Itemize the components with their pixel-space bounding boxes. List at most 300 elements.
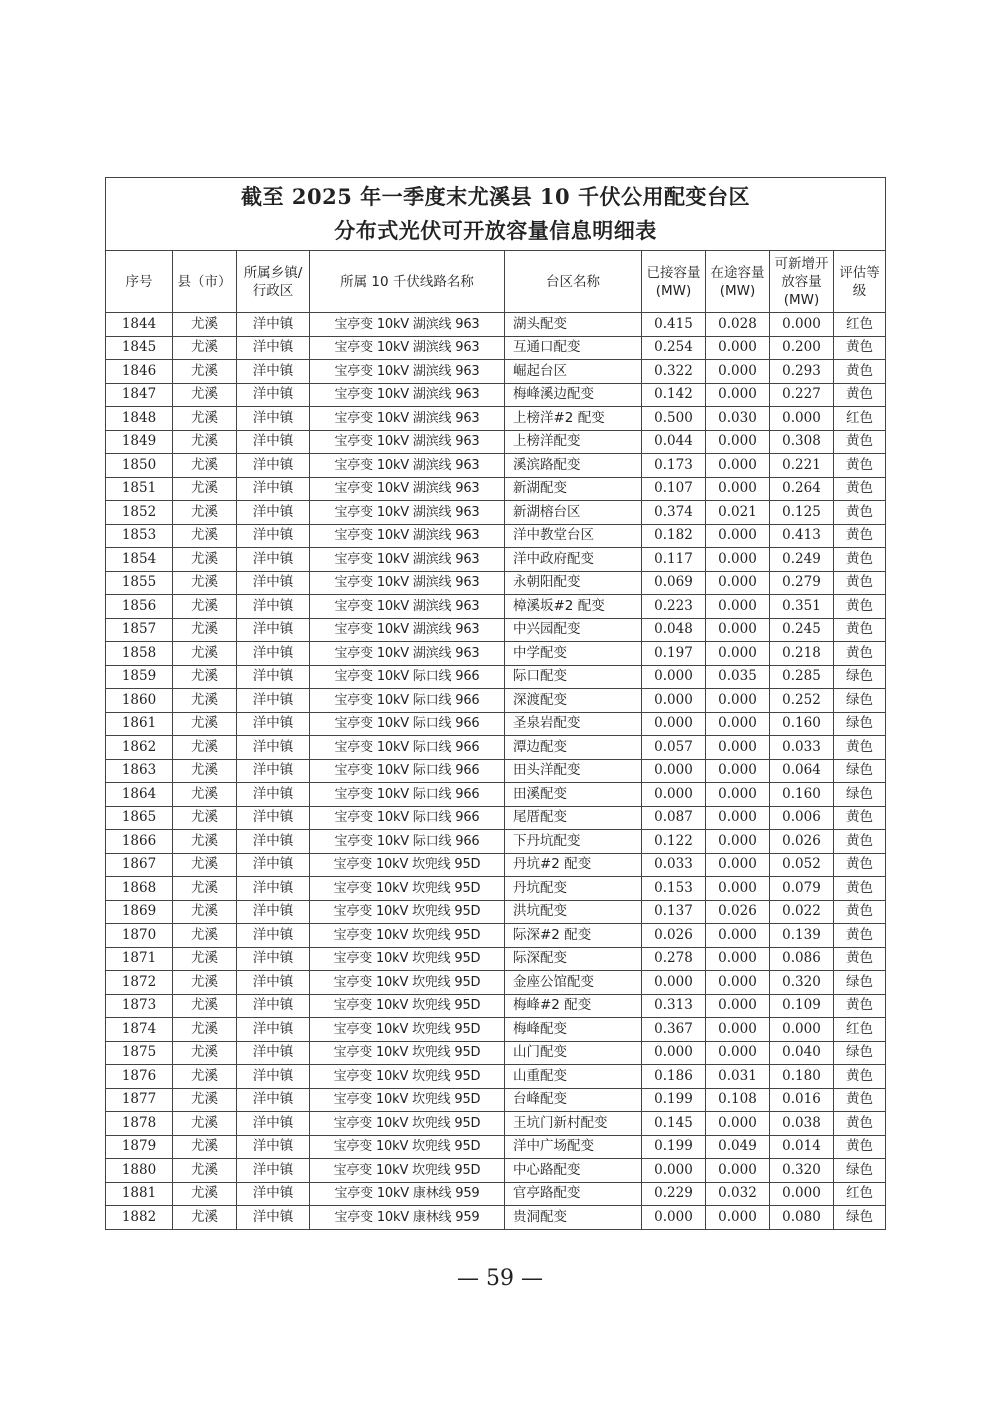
cell-county: 尤溪 xyxy=(173,1041,237,1065)
cell-grade: 黄色 xyxy=(834,548,886,572)
cell-town: 洋中镇 xyxy=(237,1206,310,1230)
table-row xyxy=(106,736,886,760)
cell-area: 梅峰配变 xyxy=(505,1018,642,1042)
cell-line: 宝亭变 10kV 湖滨线 963 xyxy=(310,477,505,501)
cell-grade: 黄色 xyxy=(834,900,886,924)
cell-county: 尤溪 xyxy=(173,689,237,713)
cell-pending: 0.000 xyxy=(706,1041,770,1065)
cell-county: 尤溪 xyxy=(173,477,237,501)
cell-town: 洋中镇 xyxy=(237,806,310,830)
cell-town: 洋中镇 xyxy=(237,336,310,360)
cell-county: 尤溪 xyxy=(173,900,237,924)
cell-town: 洋中镇 xyxy=(237,1065,310,1089)
cell-pending: 0.000 xyxy=(706,853,770,877)
cell-line: 宝亭变 10kV 湖滨线 963 xyxy=(310,548,505,572)
cell-connected: 0.145 xyxy=(642,1112,706,1136)
cell-county: 尤溪 xyxy=(173,454,237,478)
table-row xyxy=(106,454,886,478)
cell-county: 尤溪 xyxy=(173,501,237,525)
cell-town: 洋中镇 xyxy=(237,1088,310,1112)
cell-grade: 绿色 xyxy=(834,1041,886,1065)
cell-pending: 0.000 xyxy=(706,736,770,760)
cell-county: 尤溪 xyxy=(173,853,237,877)
cell-county: 尤溪 xyxy=(173,783,237,807)
cell-seq: 1859 xyxy=(106,665,173,689)
cell-seq: 1863 xyxy=(106,759,173,783)
capacity-table-sheet xyxy=(105,177,885,1230)
cell-line: 宝亭变 10kV 坎兜线 95D xyxy=(310,1065,505,1089)
header-grade: 评估等级 xyxy=(834,251,886,313)
cell-connected: 0.107 xyxy=(642,477,706,501)
header-connected: 已接容量(MW) xyxy=(642,251,706,313)
cell-area: 洋中教堂台区 xyxy=(505,524,642,548)
cell-line: 宝亭变 10kV 湖滨线 963 xyxy=(310,642,505,666)
cell-connected: 0.153 xyxy=(642,877,706,901)
cell-pending: 0.000 xyxy=(706,994,770,1018)
cell-line: 宝亭变 10kV 康林线 959 xyxy=(310,1182,505,1206)
cell-available: 0.038 xyxy=(770,1112,834,1136)
cell-line: 宝亭变 10kV 际口线 966 xyxy=(310,759,505,783)
cell-town: 洋中镇 xyxy=(237,947,310,971)
cell-grade: 红色 xyxy=(834,1018,886,1042)
cell-grade: 黄色 xyxy=(834,947,886,971)
cell-line: 宝亭变 10kV 际口线 966 xyxy=(310,665,505,689)
title-line-1: 截至 2025 年一季度末尤溪县 10 千伏公用配变台区 xyxy=(241,184,750,209)
cell-county: 尤溪 xyxy=(173,994,237,1018)
cell-line: 宝亭变 10kV 湖滨线 963 xyxy=(310,430,505,454)
cell-area: 中学配变 xyxy=(505,642,642,666)
cell-connected: 0.000 xyxy=(642,689,706,713)
header-pending: 在途容量(MW) xyxy=(706,251,770,313)
cell-seq: 1848 xyxy=(106,407,173,431)
cell-available: 0.245 xyxy=(770,618,834,642)
table-row xyxy=(106,1182,886,1206)
cell-connected: 0.000 xyxy=(642,1206,706,1230)
cell-available: 0.109 xyxy=(770,994,834,1018)
cell-seq: 1853 xyxy=(106,524,173,548)
table-row xyxy=(106,759,886,783)
cell-seq: 1864 xyxy=(106,783,173,807)
cell-area: 樟溪坂#2 配变 xyxy=(505,595,642,619)
cell-seq: 1872 xyxy=(106,971,173,995)
cell-connected: 0.069 xyxy=(642,571,706,595)
cell-available: 0.064 xyxy=(770,759,834,783)
cell-town: 洋中镇 xyxy=(237,430,310,454)
cell-line: 宝亭变 10kV 际口线 966 xyxy=(310,806,505,830)
cell-seq: 1861 xyxy=(106,712,173,736)
cell-line: 宝亭变 10kV 坎兜线 95D xyxy=(310,853,505,877)
cell-connected: 0.000 xyxy=(642,759,706,783)
cell-town: 洋中镇 xyxy=(237,1135,310,1159)
cell-grade: 黄色 xyxy=(834,1112,886,1136)
cell-grade: 黄色 xyxy=(834,736,886,760)
table-row xyxy=(106,336,886,360)
header-available: 可新增开放容量(MW) xyxy=(770,251,834,313)
cell-area: 湖头配变 xyxy=(505,313,642,337)
cell-pending: 0.000 xyxy=(706,971,770,995)
cell-pending: 0.000 xyxy=(706,548,770,572)
cell-available: 0.249 xyxy=(770,548,834,572)
cell-pending: 0.000 xyxy=(706,830,770,854)
cell-available: 0.000 xyxy=(770,407,834,431)
table-row xyxy=(106,1112,886,1136)
cell-grade: 黄色 xyxy=(834,1065,886,1089)
cell-available: 0.086 xyxy=(770,947,834,971)
cell-area: 洋中政府配变 xyxy=(505,548,642,572)
cell-grade: 红色 xyxy=(834,313,886,337)
cell-county: 尤溪 xyxy=(173,548,237,572)
cell-area: 山门配变 xyxy=(505,1041,642,1065)
cell-grade: 绿色 xyxy=(834,665,886,689)
cell-town: 洋中镇 xyxy=(237,665,310,689)
cell-connected: 0.278 xyxy=(642,947,706,971)
cell-county: 尤溪 xyxy=(173,1112,237,1136)
cell-available: 0.293 xyxy=(770,360,834,384)
cell-seq: 1868 xyxy=(106,877,173,901)
cell-county: 尤溪 xyxy=(173,736,237,760)
table-row xyxy=(106,712,886,736)
cell-pending: 0.000 xyxy=(706,712,770,736)
cell-line: 宝亭变 10kV 坎兜线 95D xyxy=(310,1041,505,1065)
cell-pending: 0.000 xyxy=(706,1159,770,1183)
cell-line: 宝亭变 10kV 坎兜线 95D xyxy=(310,994,505,1018)
cell-connected: 0.117 xyxy=(642,548,706,572)
cell-connected: 0.122 xyxy=(642,830,706,854)
cell-line: 宝亭变 10kV 坎兜线 95D xyxy=(310,877,505,901)
table-row xyxy=(106,642,886,666)
cell-town: 洋中镇 xyxy=(237,501,310,525)
cell-seq: 1846 xyxy=(106,360,173,384)
table-row xyxy=(106,1135,886,1159)
cell-grade: 黄色 xyxy=(834,1088,886,1112)
cell-connected: 0.186 xyxy=(642,1065,706,1089)
cell-line: 宝亭变 10kV 湖滨线 963 xyxy=(310,383,505,407)
cell-connected: 0.197 xyxy=(642,642,706,666)
cell-seq: 1862 xyxy=(106,736,173,760)
cell-town: 洋中镇 xyxy=(237,548,310,572)
cell-town: 洋中镇 xyxy=(237,454,310,478)
cell-connected: 0.026 xyxy=(642,924,706,948)
cell-line: 宝亭变 10kV 湖滨线 963 xyxy=(310,336,505,360)
cell-line: 宝亭变 10kV 坎兜线 95D xyxy=(310,971,505,995)
header-area: 台区名称 xyxy=(505,251,642,313)
cell-area: 王坑门新村配变 xyxy=(505,1112,642,1136)
cell-pending: 0.000 xyxy=(706,806,770,830)
cell-grade: 红色 xyxy=(834,407,886,431)
cell-line: 宝亭变 10kV 湖滨线 963 xyxy=(310,454,505,478)
cell-pending: 0.000 xyxy=(706,618,770,642)
cell-town: 洋中镇 xyxy=(237,595,310,619)
cell-county: 尤溪 xyxy=(173,618,237,642)
cell-connected: 0.057 xyxy=(642,736,706,760)
table-row xyxy=(106,383,886,407)
table-row xyxy=(106,548,886,572)
cell-available: 0.308 xyxy=(770,430,834,454)
cell-available: 0.285 xyxy=(770,665,834,689)
cell-line: 宝亭变 10kV 坎兜线 95D xyxy=(310,1135,505,1159)
cell-connected: 0.000 xyxy=(642,1159,706,1183)
cell-grade: 绿色 xyxy=(834,1206,886,1230)
cell-pending: 0.000 xyxy=(706,759,770,783)
cell-available: 0.040 xyxy=(770,1041,834,1065)
table-row xyxy=(106,853,886,877)
cell-county: 尤溪 xyxy=(173,313,237,337)
cell-available: 0.026 xyxy=(770,830,834,854)
cell-pending: 0.000 xyxy=(706,524,770,548)
cell-seq: 1858 xyxy=(106,642,173,666)
cell-town: 洋中镇 xyxy=(237,1112,310,1136)
cell-town: 洋中镇 xyxy=(237,924,310,948)
cell-grade: 红色 xyxy=(834,1182,886,1206)
cell-grade: 黄色 xyxy=(834,877,886,901)
cell-available: 0.264 xyxy=(770,477,834,501)
table-row xyxy=(106,900,886,924)
cell-county: 尤溪 xyxy=(173,1135,237,1159)
cell-pending: 0.032 xyxy=(706,1182,770,1206)
cell-seq: 1874 xyxy=(106,1018,173,1042)
cell-grade: 黄色 xyxy=(834,853,886,877)
cell-seq: 1855 xyxy=(106,571,173,595)
table-row xyxy=(106,360,886,384)
cell-town: 洋中镇 xyxy=(237,689,310,713)
cell-grade: 黄色 xyxy=(834,830,886,854)
cell-county: 尤溪 xyxy=(173,642,237,666)
cell-town: 洋中镇 xyxy=(237,971,310,995)
cell-grade: 绿色 xyxy=(834,1159,886,1183)
cell-area: 潭边配变 xyxy=(505,736,642,760)
cell-grade: 黄色 xyxy=(834,336,886,360)
cell-grade: 绿色 xyxy=(834,759,886,783)
cell-seq: 1854 xyxy=(106,548,173,572)
cell-town: 洋中镇 xyxy=(237,524,310,548)
table-row xyxy=(106,1018,886,1042)
cell-connected: 0.033 xyxy=(642,853,706,877)
cell-county: 尤溪 xyxy=(173,971,237,995)
cell-county: 尤溪 xyxy=(173,947,237,971)
cell-available: 0.080 xyxy=(770,1206,834,1230)
cell-grade: 黄色 xyxy=(834,806,886,830)
table-row xyxy=(106,689,886,713)
cell-county: 尤溪 xyxy=(173,1018,237,1042)
cell-pending: 0.049 xyxy=(706,1135,770,1159)
cell-available: 0.079 xyxy=(770,877,834,901)
cell-pending: 0.000 xyxy=(706,383,770,407)
cell-area: 贵洞配变 xyxy=(505,1206,642,1230)
cell-connected: 0.087 xyxy=(642,806,706,830)
cell-pending: 0.000 xyxy=(706,336,770,360)
cell-town: 洋中镇 xyxy=(237,313,310,337)
page-number: — 59 — xyxy=(457,1266,543,1291)
table-row xyxy=(106,313,886,337)
cell-area: 际深配变 xyxy=(505,947,642,971)
cell-county: 尤溪 xyxy=(173,877,237,901)
cell-area: 丹坑#2 配变 xyxy=(505,853,642,877)
cell-connected: 0.223 xyxy=(642,595,706,619)
cell-town: 洋中镇 xyxy=(237,383,310,407)
cell-pending: 0.026 xyxy=(706,900,770,924)
cell-pending: 0.021 xyxy=(706,501,770,525)
table-row xyxy=(106,501,886,525)
cell-available: 0.351 xyxy=(770,595,834,619)
cell-grade: 黄色 xyxy=(834,642,886,666)
cell-grade: 绿色 xyxy=(834,689,886,713)
cell-pending: 0.000 xyxy=(706,477,770,501)
cell-area: 际深#2 配变 xyxy=(505,924,642,948)
cell-connected: 0.173 xyxy=(642,454,706,478)
cell-area: 永朝阳配变 xyxy=(505,571,642,595)
cell-connected: 0.044 xyxy=(642,430,706,454)
cell-seq: 1869 xyxy=(106,900,173,924)
table-row xyxy=(106,1041,886,1065)
cell-grade: 黄色 xyxy=(834,383,886,407)
cell-seq: 1865 xyxy=(106,806,173,830)
cell-available: 0.279 xyxy=(770,571,834,595)
cell-available: 0.160 xyxy=(770,712,834,736)
cell-seq: 1857 xyxy=(106,618,173,642)
cell-town: 洋中镇 xyxy=(237,618,310,642)
cell-available: 0.016 xyxy=(770,1088,834,1112)
cell-connected: 0.367 xyxy=(642,1018,706,1042)
cell-county: 尤溪 xyxy=(173,407,237,431)
cell-connected: 0.000 xyxy=(642,712,706,736)
cell-connected: 0.229 xyxy=(642,1182,706,1206)
cell-grade: 黄色 xyxy=(834,595,886,619)
cell-town: 洋中镇 xyxy=(237,736,310,760)
cell-available: 0.160 xyxy=(770,783,834,807)
cell-seq: 1879 xyxy=(106,1135,173,1159)
table-row xyxy=(106,430,886,454)
cell-available: 0.000 xyxy=(770,313,834,337)
cell-area: 新湖榕台区 xyxy=(505,501,642,525)
cell-connected: 0.048 xyxy=(642,618,706,642)
table-row xyxy=(106,595,886,619)
cell-line: 宝亭变 10kV 湖滨线 963 xyxy=(310,360,505,384)
cell-county: 尤溪 xyxy=(173,360,237,384)
cell-seq: 1860 xyxy=(106,689,173,713)
cell-line: 宝亭变 10kV 坎兜线 95D xyxy=(310,924,505,948)
cell-available: 0.252 xyxy=(770,689,834,713)
cell-seq: 1856 xyxy=(106,595,173,619)
cell-pending: 0.000 xyxy=(706,642,770,666)
cell-seq: 1850 xyxy=(106,454,173,478)
cell-available: 0.033 xyxy=(770,736,834,760)
table-row xyxy=(106,994,886,1018)
cell-area: 深渡配变 xyxy=(505,689,642,713)
cell-town: 洋中镇 xyxy=(237,1159,310,1183)
cell-area: 官亭路配变 xyxy=(505,1182,642,1206)
table-body xyxy=(106,313,886,1230)
cell-town: 洋中镇 xyxy=(237,1018,310,1042)
cell-seq: 1847 xyxy=(106,383,173,407)
cell-seq: 1867 xyxy=(106,853,173,877)
cell-seq: 1876 xyxy=(106,1065,173,1089)
cell-seq: 1851 xyxy=(106,477,173,501)
cell-connected: 0.254 xyxy=(642,336,706,360)
cell-town: 洋中镇 xyxy=(237,830,310,854)
cell-county: 尤溪 xyxy=(173,1182,237,1206)
cell-available: 0.014 xyxy=(770,1135,834,1159)
cell-available: 0.180 xyxy=(770,1065,834,1089)
cell-line: 宝亭变 10kV 康林线 959 xyxy=(310,1206,505,1230)
cell-pending: 0.108 xyxy=(706,1088,770,1112)
cell-seq: 1845 xyxy=(106,336,173,360)
cell-town: 洋中镇 xyxy=(237,853,310,877)
table-row xyxy=(106,783,886,807)
cell-line: 宝亭变 10kV 湖滨线 963 xyxy=(310,313,505,337)
cell-area: 互通口配变 xyxy=(505,336,642,360)
cell-available: 0.125 xyxy=(770,501,834,525)
cell-county: 尤溪 xyxy=(173,806,237,830)
table-row xyxy=(106,1088,886,1112)
cell-line: 宝亭变 10kV 坎兜线 95D xyxy=(310,900,505,924)
table-row xyxy=(106,830,886,854)
cell-pending: 0.031 xyxy=(706,1065,770,1089)
table-row xyxy=(106,806,886,830)
table-row xyxy=(106,524,886,548)
cell-pending: 0.000 xyxy=(706,689,770,713)
cell-line: 宝亭变 10kV 坎兜线 95D xyxy=(310,1112,505,1136)
table-row xyxy=(106,947,886,971)
cell-connected: 0.415 xyxy=(642,313,706,337)
cell-grade: 绿色 xyxy=(834,783,886,807)
cell-seq: 1878 xyxy=(106,1112,173,1136)
cell-available: 0.022 xyxy=(770,900,834,924)
cell-connected: 0.374 xyxy=(642,501,706,525)
cell-available: 0.200 xyxy=(770,336,834,360)
cell-connected: 0.199 xyxy=(642,1135,706,1159)
cell-connected: 0.000 xyxy=(642,971,706,995)
cell-grade: 黄色 xyxy=(834,360,886,384)
cell-connected: 0.137 xyxy=(642,900,706,924)
cell-county: 尤溪 xyxy=(173,1088,237,1112)
cell-town: 洋中镇 xyxy=(237,994,310,1018)
cell-line: 宝亭变 10kV 际口线 966 xyxy=(310,830,505,854)
cell-connected: 0.322 xyxy=(642,360,706,384)
cell-grade: 黄色 xyxy=(834,524,886,548)
cell-available: 0.006 xyxy=(770,806,834,830)
cell-line: 宝亭变 10kV 坎兜线 95D xyxy=(310,1088,505,1112)
table-row xyxy=(106,1065,886,1089)
cell-town: 洋中镇 xyxy=(237,477,310,501)
header-seq: 序号 xyxy=(106,251,173,313)
table-row xyxy=(106,1206,886,1230)
cell-seq: 1880 xyxy=(106,1159,173,1183)
table-row xyxy=(106,571,886,595)
cell-area: 上榜洋配变 xyxy=(505,430,642,454)
cell-available: 0.000 xyxy=(770,1182,834,1206)
cell-town: 洋中镇 xyxy=(237,712,310,736)
cell-county: 尤溪 xyxy=(173,830,237,854)
cell-pending: 0.000 xyxy=(706,454,770,478)
cell-connected: 0.000 xyxy=(642,783,706,807)
cell-seq: 1881 xyxy=(106,1182,173,1206)
cell-connected: 0.199 xyxy=(642,1088,706,1112)
cell-county: 尤溪 xyxy=(173,524,237,548)
cell-area: 溪滨路配变 xyxy=(505,454,642,478)
cell-grade: 黄色 xyxy=(834,430,886,454)
cell-area: 下丹坑配变 xyxy=(505,830,642,854)
cell-town: 洋中镇 xyxy=(237,783,310,807)
cell-line: 宝亭变 10kV 际口线 966 xyxy=(310,736,505,760)
cell-line: 宝亭变 10kV 湖滨线 963 xyxy=(310,595,505,619)
cell-line: 宝亭变 10kV 湖滨线 963 xyxy=(310,524,505,548)
cell-area: 金座公馆配变 xyxy=(505,971,642,995)
cell-town: 洋中镇 xyxy=(237,900,310,924)
header-line: 所属 10 千伏线路名称 xyxy=(310,251,505,313)
cell-line: 宝亭变 10kV 坎兜线 95D xyxy=(310,1159,505,1183)
table-row xyxy=(106,477,886,501)
cell-seq: 1866 xyxy=(106,830,173,854)
